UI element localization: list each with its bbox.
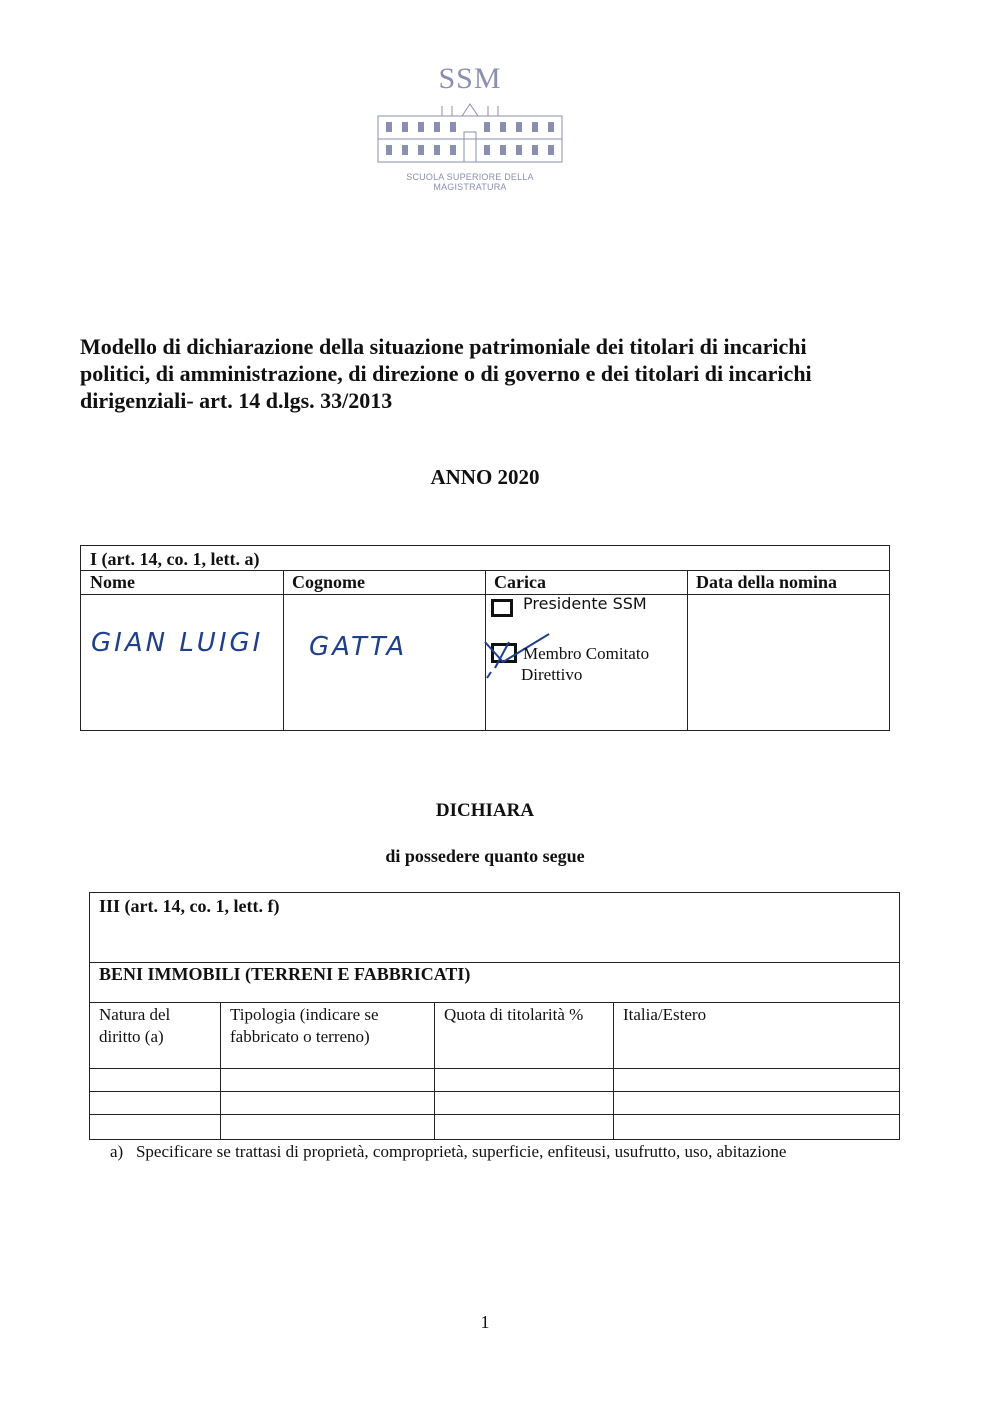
logo-initials: SSM [438,62,502,95]
page-number: 1 [480,1312,490,1332]
footnote-marker: a) [110,1142,124,1161]
title-text: dirigenziali- art. 14 d.lgs. 33/2013 [80,388,393,413]
title-text: politici, di amministrazione, di direzione o di governo e dei titolari di incarichi [80,361,812,386]
header-text: fabbricato o terreno) [230,1027,370,1046]
membro-comitato-label-2: Direttivo [521,665,583,684]
membro-comitato-label: Membro Comitato [523,644,650,663]
footnote-text: Specificare se trattasi di proprietà, comproprietà, superficie, enfiteusi, usufrutto, uso, abitazione [135,1142,787,1161]
table-row [90,1114,899,1115]
header-line [230,1026,428,1048]
title-text: Modello di dichiarazione della situazione patrimoniale dei titolari di incarichi [80,334,807,359]
column-divider [220,1002,221,1139]
table-row [90,1091,899,1092]
year-heading: ANNO 2020 [430,465,540,489]
column-header-italia-estero: Italia/Estero [623,1005,707,1024]
column-header-cognome: Cognome [292,572,365,592]
column-divider [687,570,688,730]
column-divider [434,1002,435,1139]
section-1-heading: I (art. 14, co. 1, lett. a) [90,549,260,569]
column-header-nome: Nome [90,572,135,592]
column-header-natura [99,1004,215,1048]
title-line [80,360,890,387]
section-3-table [89,892,900,1140]
section-3-heading: III (art. 14, co. 1, lett. f) [99,896,280,916]
logo-institution-name: SCUOLA SUPERIORE DELLA MAGISTRATURA [406,172,534,192]
building-icon [372,102,568,168]
dichiara-heading: DICHIARA [435,800,535,821]
column-header-carica: Carica [494,572,546,592]
document-title [80,333,890,414]
column-header-data-nomina: Data della nomina [696,572,838,592]
nome-field[interactable]: GIAN LUIGI [91,628,264,658]
dichiara-subheading: di possedere quanto segue [385,846,585,866]
column-header-tipologia [230,1004,428,1048]
footnote [110,1142,890,1162]
header-text: Natura del [99,1005,171,1024]
title-line [80,333,890,360]
ssm-logo [370,62,570,192]
header-text: diritto (a) [99,1027,164,1046]
presidente-checkbox[interactable] [491,599,513,617]
header-line [99,1026,215,1048]
header-line [230,1004,428,1026]
column-header-quota: Quota di titolarità % [444,1005,584,1024]
title-line [80,387,890,414]
column-divider [613,1002,614,1139]
header-line [99,1004,215,1026]
column-divider [283,570,284,730]
section-1-table [80,545,890,731]
presidente-label: Presidente SSM [523,594,647,613]
cognome-field[interactable]: GATTA [309,632,408,662]
table-rule [90,1002,899,1003]
section-3-subheading: BENI IMMOBILI (TERRENI E FABBRICATI) [99,964,471,984]
header-text: Tipologia (indicare se [230,1005,379,1024]
table-row [90,1068,899,1069]
